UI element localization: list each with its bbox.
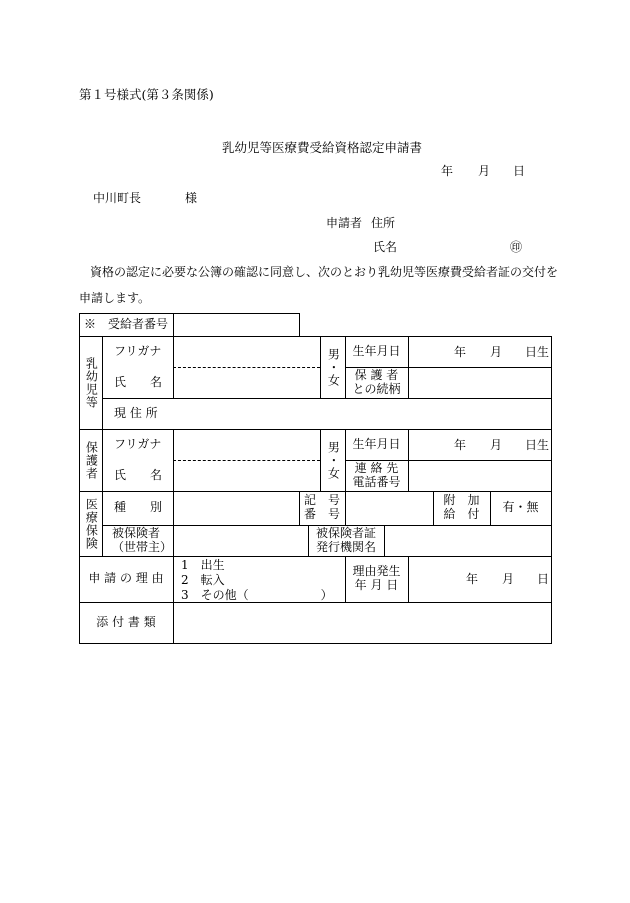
insurance-group-label: 医療保険 [84, 497, 99, 550]
insurance-kind-field[interactable] [174, 492, 298, 524]
symbol-number-label [299, 491, 345, 525]
insured-label-line2: （世帯主） [112, 539, 173, 554]
supplementary-benefit-label [433, 491, 490, 525]
applicant-label: 申請者 [326, 216, 363, 230]
consent-text-line1: 資格の認定に必要な公簿の確認に同意し、次のとおり乳幼児等医療費受給者証の交付を [90, 265, 559, 279]
addressee: 中川町長 [93, 191, 142, 205]
reason-date-label [345, 556, 408, 602]
guardian-furigana-label: フリガナ [114, 436, 162, 451]
supplementary-benefit-options[interactable]: 有・無 [502, 500, 539, 515]
reason-option-move-in[interactable]: 2 転入 [181, 573, 225, 587]
recipient-number-field[interactable] [174, 314, 298, 335]
reason-date-label-line2: 年 月 日 [354, 578, 399, 592]
issuer-label-line1: 被保険者証 [315, 525, 376, 540]
guardian-birth-day: 日生 [525, 438, 550, 452]
symbol-label-line1: 記 号 [303, 493, 340, 508]
guardian-furigana-field[interactable] [174, 430, 319, 459]
supplementary-label-line2: 給 付 [443, 507, 480, 521]
date-day-label: 日 [513, 164, 526, 178]
addressee-honorific: 様 [185, 191, 198, 205]
infant-furigana-field[interactable] [174, 337, 319, 366]
reason-date-month: 月 [502, 572, 515, 586]
symbol-number-field[interactable] [346, 492, 432, 524]
reason-date-day: 日 [537, 572, 550, 586]
guardian-name-label: 氏 名 [114, 467, 163, 482]
guardian-birth-date-label: 生年月日 [352, 436, 401, 451]
guardian-group-label: 保護者 [84, 440, 99, 480]
relation-label [345, 367, 408, 398]
attachments-field[interactable] [174, 603, 550, 642]
reason-label: 申 請 の 理 由 [88, 571, 164, 586]
infant-gender-options[interactable]: 男・女 [326, 347, 341, 387]
infant-name-field[interactable] [174, 368, 319, 397]
insured-label-line1: 被保険者 [112, 525, 161, 540]
applicant-name-label: 氏名 [373, 240, 398, 254]
issuer-label [308, 525, 384, 556]
infant-birth-month: 月 [490, 345, 503, 359]
attachments-label: 添 付 書 類 [96, 614, 156, 629]
date-month-label: 月 [478, 164, 491, 178]
reason-date-label-line1: 理由発生 [352, 564, 401, 579]
date-year-label: 年 [441, 164, 454, 178]
recipient-number-label: ※ 受給者番号 [83, 316, 168, 331]
reason-option-birth[interactable]: 1 出生 [181, 558, 225, 572]
guardian-name-field[interactable] [174, 461, 319, 490]
contact-field[interactable] [409, 461, 550, 490]
guardian-gender-options[interactable]: 男・女 [326, 440, 341, 480]
reason-option-other[interactable]: 3 その他（ ） [181, 588, 333, 602]
consent-text-line2: 申請します。 [79, 291, 151, 305]
insurance-kind-label: 種 別 [114, 500, 163, 515]
guardian-birth-month: 月 [490, 438, 503, 452]
current-address-label: 現 住 所 [114, 405, 158, 420]
infant-group-label: 乳幼児等 [84, 356, 99, 409]
insured-person-label [102, 525, 173, 556]
insured-person-field[interactable] [174, 526, 307, 555]
form-number: 第１号様式(第３条関係) [79, 87, 214, 102]
current-address-field[interactable] [174, 399, 550, 428]
infant-furigana-label: フリガナ [114, 343, 162, 358]
contact-label [345, 460, 408, 491]
relation-label-line2: との続柄 [352, 381, 401, 396]
issuer-label-line2: 発行機関名 [315, 539, 376, 554]
relation-field[interactable] [409, 368, 550, 397]
reason-date-year: 年 [466, 572, 479, 586]
contact-label-line1: 連 絡 先 [354, 460, 399, 475]
infant-birth-date-label: 生年月日 [352, 343, 401, 358]
infant-birth-day: 日生 [525, 345, 550, 359]
relation-label-line1: 保 護 者 [354, 367, 399, 382]
symbol-label-line2: 番 号 [303, 507, 340, 521]
infant-name-label: 氏 名 [114, 374, 163, 389]
contact-label-line2: 電話番号 [352, 474, 401, 489]
page-title: 乳幼児等医療費受給資格認定申請書 [222, 140, 423, 155]
infant-birth-year: 年 [454, 345, 467, 359]
supplementary-label-line1: 附 加 [443, 493, 480, 508]
seal-mark: ㊞ [510, 240, 523, 254]
applicant-address-label: 住所 [371, 216, 396, 230]
issuer-field[interactable] [385, 526, 550, 555]
guardian-birth-year: 年 [454, 438, 467, 452]
